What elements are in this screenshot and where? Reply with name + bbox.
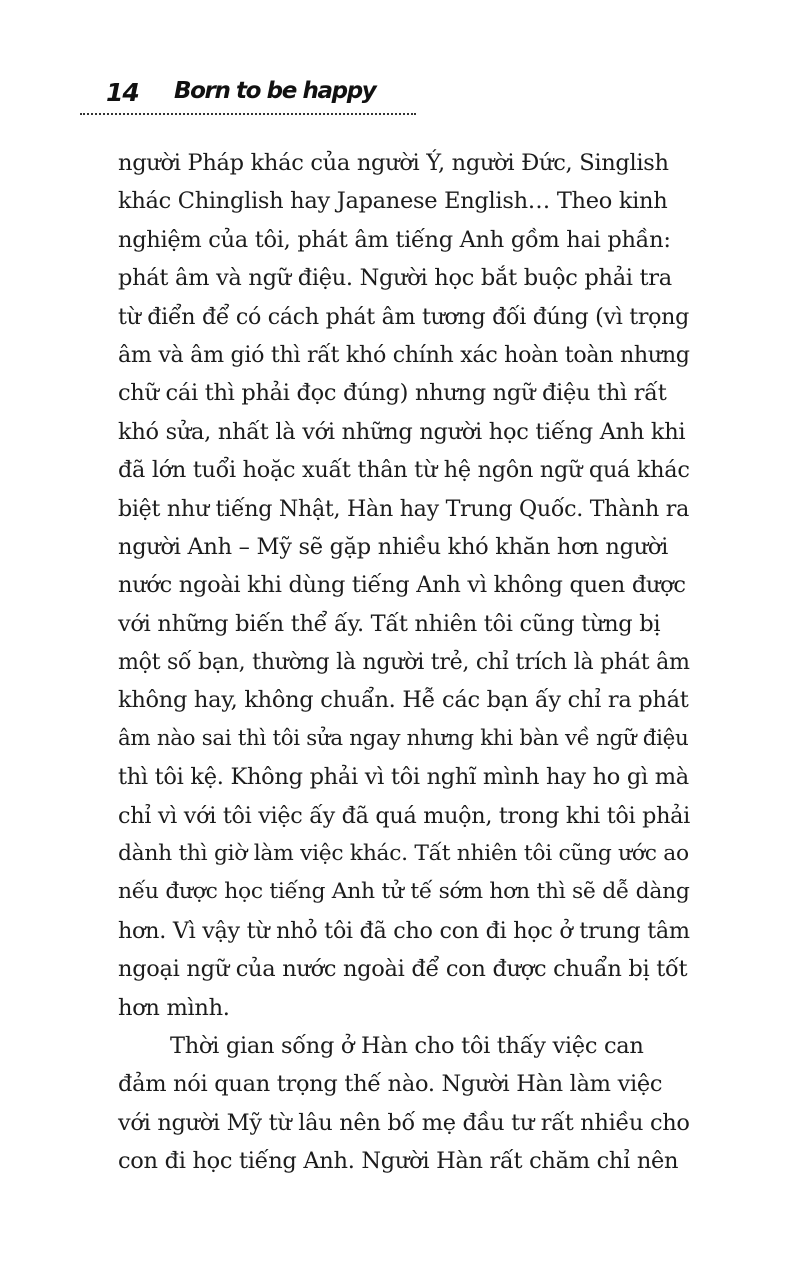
text-line: thì tôi kệ. Không phải vì tôi nghĩ mình hay ho gì mà xyxy=(118,764,689,791)
text-line: đã lớn tuổi hoặc xuất thân từ hệ ngôn ngữ quá khác xyxy=(118,457,690,484)
page-header xyxy=(80,78,420,120)
text-line: một số bạn, thường là người trẻ, chỉ trích là phát âm xyxy=(118,649,690,676)
page-number: 14 xyxy=(106,78,139,107)
text-line: hơn mình. xyxy=(118,994,230,1021)
running-title: Born to be happy xyxy=(174,78,376,104)
text-line: chữ cái thì phải đọc đúng) nhưng ngữ điệu thì rất xyxy=(118,380,667,407)
text-line: với những biến thể ấy. Tất nhiên tôi cũng từng bị xyxy=(118,610,661,637)
text-line: nếu được học tiếng Anh tử tế sớm hơn thì sẽ dễ dàng xyxy=(118,879,690,905)
paragraph-first-line: Thời gian sống ở Hàn cho tôi thấy việc can xyxy=(170,1032,644,1059)
text-line: dành thì giờ làm việc khác. Tất nhiên tôi cũng ước ao xyxy=(118,841,689,867)
text-line: người Pháp khác của người Ý, người Đức, Singlish xyxy=(118,150,669,176)
text-line: với người Mỹ từ lâu nên bố mẹ đầu tư rất nhiều cho xyxy=(118,1109,690,1136)
text-line: khó sửa, nhất là với những người học tiếng Anh khi xyxy=(118,418,686,445)
text-line: nước ngoài khi dùng tiếng Anh vì không quen được xyxy=(118,572,686,599)
text-line: đảm nói quan trọng thế nào. Người Hàn làm việc xyxy=(118,1071,663,1098)
text-line: từ điển để có cách phát âm tương đối đúng (vì trọng xyxy=(118,303,689,330)
text-line: chỉ vì với tôi việc ấy đã quá muộn, trong khi tôi phải xyxy=(118,802,691,829)
text-line: biệt như tiếng Nhật, Hàn hay Trung Quốc. Thành ra xyxy=(118,495,690,522)
text-line: phát âm và ngữ điệu. Người học bắt buộc phải tra xyxy=(118,265,672,292)
text-line: nghiệm của tôi, phát âm tiếng Anh gồm hai phần: xyxy=(118,226,671,253)
text-line: âm và âm gió thì rất khó chính xác hoàn toàn nhưng xyxy=(118,341,690,368)
text-line: âm nào sai thì tôi sửa ngay nhưng khi bàn về ngữ điệu xyxy=(118,725,689,751)
body-text xyxy=(118,144,690,1181)
text-line: ngoại ngữ của nước ngoài để con được chuẩn bị tốt xyxy=(118,956,688,983)
text-line: hơn. Vì vậy từ nhỏ tôi đã cho con đi học ở trung tâm xyxy=(118,917,690,944)
text-line: người Anh – Mỹ sẽ gặp nhiều khó khăn hơn người xyxy=(118,533,669,560)
text-line: không hay, không chuẩn. Hễ các bạn ấy chỉ ra phát xyxy=(118,687,689,714)
text-line: khác Chinglish hay Japanese English… Theo kinh xyxy=(118,188,668,215)
text-line: con đi học tiếng Anh. Người Hàn rất chăm chỉ nên xyxy=(118,1148,679,1175)
header-dotted-rule xyxy=(80,113,416,115)
